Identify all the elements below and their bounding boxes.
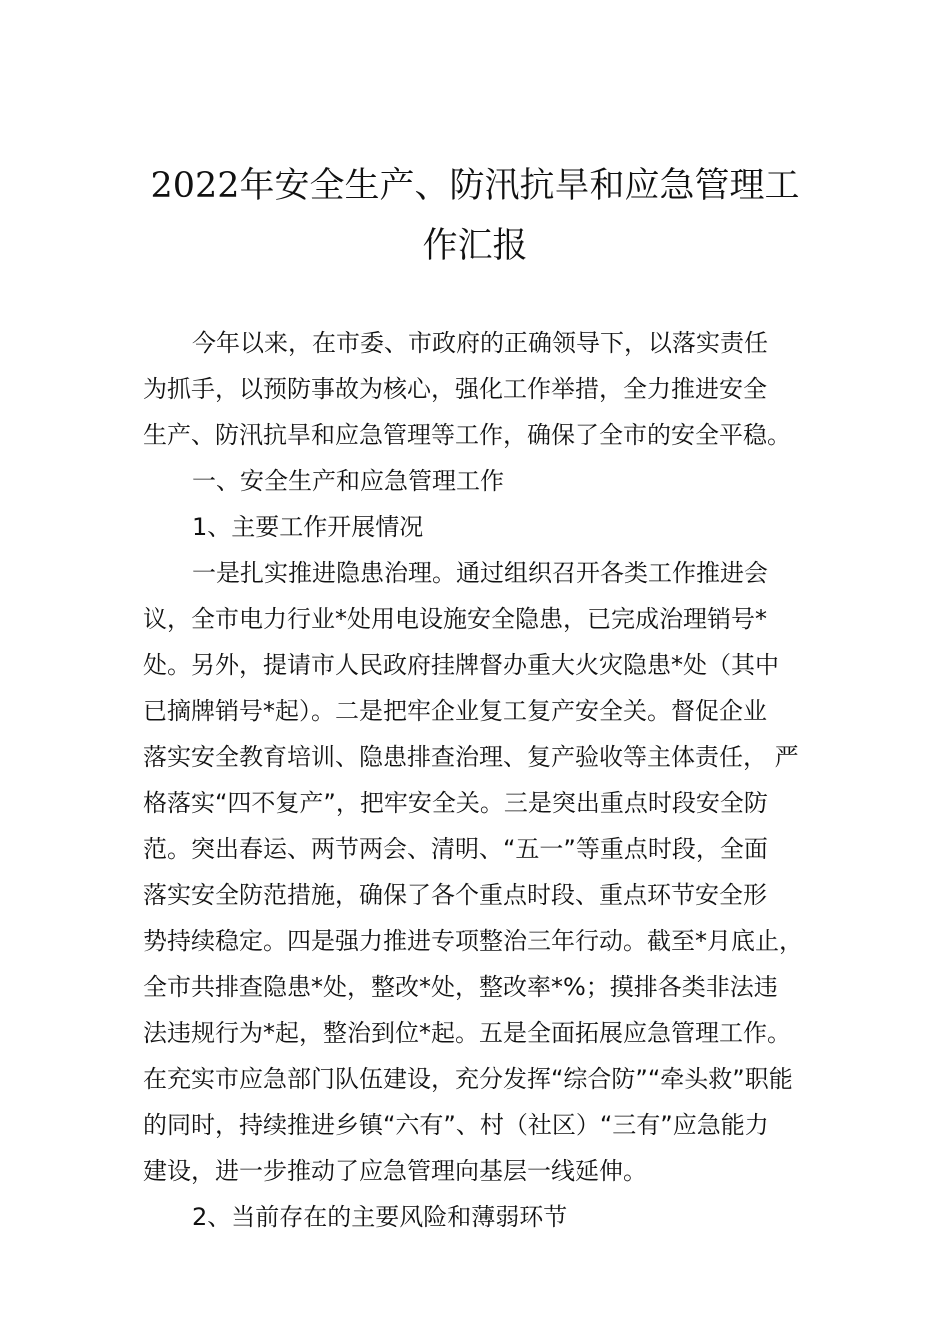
document-title-line-1: 2022年安全生产、防汛抗旱和应急管理工: [150, 166, 800, 206]
document-title-line-2: 作汇报: [422, 226, 528, 266]
subsection-heading-1: 1、主要工作开展情况: [192, 513, 424, 541]
paragraph-work-line-4: 已摘牌销号*起）。二是把牢企业复工复产安全关。督促企业: [143, 697, 767, 725]
paragraph-work-line-13: 的同时，持续推进乡镇“六有”、村（社区）“三有”应急能力: [143, 1111, 769, 1139]
paragraph-work-line-5: 落实安全教育培训、隐患排查治理、复产验收等主体责任， 严: [143, 743, 799, 771]
section-heading-1: 一、安全生产和应急管理工作: [192, 467, 504, 495]
paragraph-work-line-6: 格落实“四不复产”，把牢安全关。三是突出重点时段安全防: [143, 789, 768, 817]
paragraph-intro-line-3: 生产、防汛抗旱和应急管理等工作，确保了全市的安全平稳。: [143, 421, 791, 449]
paragraph-intro-line-1: 今年以来，在市委、市政府的正确领导下，以落实责任: [192, 329, 768, 357]
paragraph-work-line-7: 范。突出春运、两节两会、清明、“五一”等重点时段，全面: [143, 835, 768, 863]
paragraph-work-line-9: 势持续稳定。四是强力推进专项整治三年行动。截至*月底止，: [143, 927, 803, 955]
paragraph-work-line-1: 一是扎实推进隐患治理。通过组织召开各类工作推进会: [192, 559, 768, 587]
paragraph-work-line-12: 在充实市应急部门队伍建设，充分发挥“综合防”“牵头救”职能: [143, 1065, 793, 1093]
paragraph-work-line-2: 议，全市电力行业*处用电设施安全隐患，已完成治理销号*: [143, 605, 767, 633]
paragraph-work-line-8: 落实安全防范措施，确保了各个重点时段、重点环节安全形: [143, 881, 767, 909]
paragraph-intro-line-2: 为抓手，以预防事故为核心，强化工作举措，全力推进安全: [143, 375, 767, 403]
paragraph-work-line-14: 建设，进一步推动了应急管理向基层一线延伸。: [143, 1157, 647, 1185]
subsection-heading-2: 2、当前存在的主要风险和薄弱环节: [192, 1203, 568, 1231]
paragraph-work-line-10: 全市共排查隐患*处，整改*处，整改率*%；摸排各类非法违: [143, 973, 778, 1001]
paragraph-work-line-3: 处。另外，提请市人民政府挂牌督办重大火灾隐患*处（其中: [143, 651, 779, 679]
paragraph-work-line-11: 法违规行为*起，整治到位*起。五是全面拓展应急管理工作。: [143, 1019, 791, 1047]
